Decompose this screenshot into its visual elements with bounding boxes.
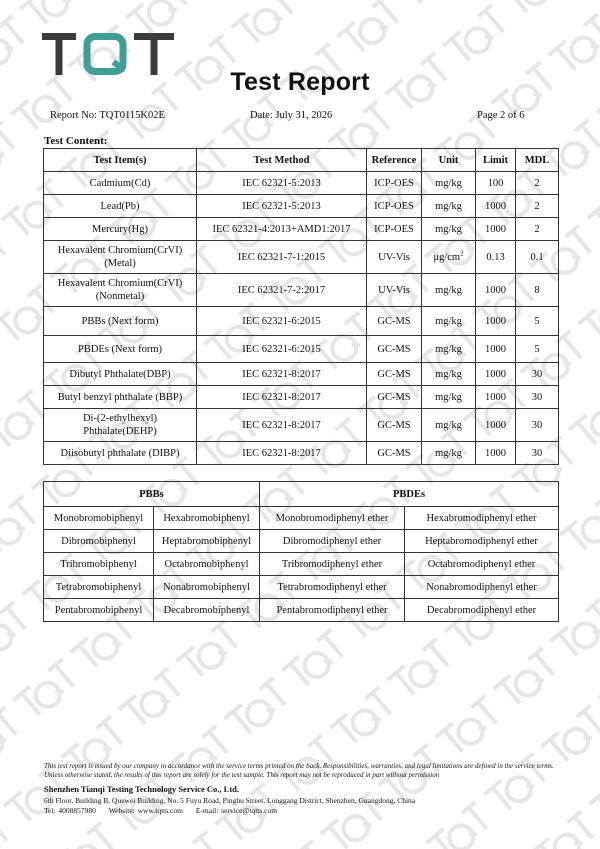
- header-test-method: Test Method: [197, 149, 367, 172]
- cell-reference: GC-MS: [367, 336, 422, 363]
- cell-test-item: PBDEs (Next form): [44, 336, 197, 363]
- cell-unit: mg/kg: [422, 386, 476, 409]
- cell-test-item: Diisobutyl phthalate (DIBP): [44, 442, 197, 465]
- pbde-name-cell: Hexabromodiphenyl ether: [405, 507, 559, 530]
- header-reference: Reference: [367, 149, 422, 172]
- cell-mdl: 5: [516, 307, 559, 336]
- cell-mdl: 5: [516, 336, 559, 363]
- cell-limit: 1000: [476, 274, 516, 307]
- table-row: [44, 576, 559, 599]
- pbde-name-cell: Tetrabromodiphenyl ether: [260, 576, 405, 599]
- cell-unit: mg/kg: [422, 307, 476, 336]
- cell-mdl: 0.1: [516, 241, 559, 274]
- cell-limit: 0.13: [476, 241, 516, 274]
- telephone: Tel: 4008857980: [44, 806, 96, 815]
- report-date: Date: July 31, 2026: [250, 110, 333, 121]
- cell-mdl: 2: [516, 195, 559, 218]
- cell-test-method: IEC 62321-5:2013: [197, 172, 367, 195]
- header-unit: Unit: [422, 149, 476, 172]
- table-row: [44, 599, 559, 622]
- test-content-label: Test Content:: [44, 135, 108, 147]
- pbde-name-cell: Nonabromodiphenyl ether: [405, 576, 559, 599]
- cell-reference: UV-Vis: [367, 241, 422, 274]
- table-row: [44, 386, 559, 409]
- cell-unit: mg/kg: [422, 274, 476, 307]
- table-row: [44, 442, 559, 465]
- table-row: [44, 336, 559, 363]
- table-header-row: [44, 482, 559, 507]
- table-row: [44, 274, 559, 307]
- pbde-name-cell: Heptabromodiphenyl ether: [405, 530, 559, 553]
- header-pbdes: PBDEs: [260, 482, 559, 507]
- cell-limit: 100: [476, 172, 516, 195]
- contact-line: [44, 806, 287, 815]
- report-number: Report No: TQT0115K02E: [50, 110, 165, 121]
- pbde-name-cell: Pentabromodiphenyl ether: [260, 599, 405, 622]
- cell-test-item: Di-(2-ethylhexyl) Phthalate(DEHP): [44, 409, 197, 442]
- table-row: [44, 409, 559, 442]
- pbb-name-cell: Hexabromobiphenyl: [154, 507, 260, 530]
- cell-unit: mg/kg: [422, 363, 476, 386]
- cell-reference: GC-MS: [367, 363, 422, 386]
- company-name: Shenzhen Tianqi Testing Technology Service Co., Ltd.: [44, 784, 239, 794]
- pbb-name-cell: Tribromobiphenyl: [44, 553, 154, 576]
- cell-test-method: IEC 62321-7-1:2015: [197, 241, 367, 274]
- cell-limit: 1000: [476, 195, 516, 218]
- cell-test-method: IEC 62321-8:2017: [197, 386, 367, 409]
- pbde-name-cell: Octabromodiphenyl ether: [405, 553, 559, 576]
- page-number: Page 2 of 6: [477, 110, 525, 121]
- cell-mdl: 30: [516, 363, 559, 386]
- pbb-name-cell: Decabromobiphenyl: [154, 599, 260, 622]
- pbb-name-cell: Nonabromobiphenyl: [154, 576, 260, 599]
- cell-reference: ICP-OES: [367, 195, 422, 218]
- cell-test-item: Hexavalent Chromium(CrVI) (Nonmetal): [44, 274, 197, 307]
- cell-test-method: IEC 62321-8:2017: [197, 363, 367, 386]
- pbb-name-cell: Tetrabromobiphenyl: [44, 576, 154, 599]
- cell-test-item: Mercury(Hg): [44, 218, 197, 241]
- pbb-name-cell: Dibromobiphenyl: [44, 530, 154, 553]
- cell-test-item: Dibutyl Phthalate(DBP): [44, 363, 197, 386]
- cell-test-method: IEC 62321-6:2015: [197, 336, 367, 363]
- pbb-name-cell: Monobromobiphenyl: [44, 507, 154, 530]
- pbb-name-cell: Octabromobiphenyl: [154, 553, 260, 576]
- cell-test-method: IEC 62321-8:2017: [197, 442, 367, 465]
- cell-test-item: PBBs (Next form): [44, 307, 197, 336]
- cell-test-method: IEC 62321-5:2013: [197, 195, 367, 218]
- pbde-name-cell: Decabromodiphenyl ether: [405, 599, 559, 622]
- pbb-pbde-names-table: [43, 481, 559, 622]
- pbde-name-cell: Dibromodiphenyl ether: [260, 530, 405, 553]
- table-row: [44, 218, 559, 241]
- cell-mdl: 30: [516, 442, 559, 465]
- pbb-name-cell: Heptabromobiphenyl: [154, 530, 260, 553]
- cell-reference: GC-MS: [367, 307, 422, 336]
- cell-limit: 1000: [476, 307, 516, 336]
- cell-reference: ICP-OES: [367, 172, 422, 195]
- cell-unit: mg/kg: [422, 336, 476, 363]
- cell-test-item: Hexavalent Chromium(CrVI) (Metal): [44, 241, 197, 274]
- cell-limit: 1000: [476, 363, 516, 386]
- cell-reference: GC-MS: [367, 409, 422, 442]
- cell-limit: 1000: [476, 442, 516, 465]
- cell-test-item: Cadmium(Cd): [44, 172, 197, 195]
- cell-unit: $\mu g/cm^2$: [422, 241, 476, 274]
- cell-limit: 1000: [476, 386, 516, 409]
- cell-unit: mg/kg: [422, 442, 476, 465]
- cell-limit: 1000: [476, 409, 516, 442]
- header-mdl: MDL: [516, 149, 559, 172]
- cell-mdl: 2: [516, 218, 559, 241]
- table-row: [44, 172, 559, 195]
- table-row: [44, 553, 559, 576]
- cell-unit: mg/kg: [422, 195, 476, 218]
- table-row: [44, 530, 559, 553]
- table-header-row: [44, 149, 559, 172]
- pbde-name-cell: Tribromodiphenyl ether: [260, 553, 405, 576]
- cell-unit: mg/kg: [422, 218, 476, 241]
- cell-test-item: Butyl benzyl phthalate (BBP): [44, 386, 197, 409]
- cell-unit: mg/kg: [422, 172, 476, 195]
- pbde-name-cell: Monobromodiphenyl ether: [260, 507, 405, 530]
- company-address: 6th Floor, Building B, Quewei Building, No. 5 Fuyu Road, Pinghu Street, Longgang District, Shenzhen, Guangdong, China: [44, 796, 416, 805]
- table-row: [44, 507, 559, 530]
- table-row: [44, 195, 559, 218]
- cell-reference: UV-Vis: [367, 274, 422, 307]
- cell-unit: mg/kg: [422, 409, 476, 442]
- header-pbbs: PBBs: [44, 482, 260, 507]
- cell-test-method: IEC 62321-6:2015: [197, 307, 367, 336]
- cell-reference: GC-MS: [367, 386, 422, 409]
- cell-mdl: 2: [516, 172, 559, 195]
- disclaimer-note: This test report is issued by our company in accordance with the service terms printed on the back. Responsibilities, warranties, and legal limitations are defined in the service terms. Unless otherwise stated, the results of this report are solely for the test sample. This report may not be reproduced in part without permission: [44, 762, 554, 779]
- cell-mdl: 30: [516, 386, 559, 409]
- table-row: [44, 241, 559, 274]
- cell-reference: GC-MS: [367, 442, 422, 465]
- cell-reference: ICP-OES: [367, 218, 422, 241]
- website: Website: www.tqtts.com: [108, 806, 183, 815]
- cell-limit: 1000: [476, 336, 516, 363]
- cell-test-item: Lead(Pb): [44, 195, 197, 218]
- pbb-name-cell: Pentabromobiphenyl: [44, 599, 154, 622]
- cell-mdl: 30: [516, 409, 559, 442]
- cell-test-method: IEC 62321-4:2013+AMD1:2017: [197, 218, 367, 241]
- email: E-mail: service@tqtts.com: [195, 806, 278, 815]
- table-row: [44, 363, 559, 386]
- cell-mdl: 8: [516, 274, 559, 307]
- cell-limit: 1000: [476, 218, 516, 241]
- cell-test-method: IEC 62321-8:2017: [197, 409, 367, 442]
- report-title: Test Report: [230, 68, 370, 96]
- table-row: [44, 307, 559, 336]
- header-limit: Limit: [476, 149, 516, 172]
- unit-superscript: 2: [460, 249, 464, 257]
- cell-test-method: IEC 62321-7-2:2017: [197, 274, 367, 307]
- header-test-item: Test Item(s): [44, 149, 197, 172]
- test-content-table: [43, 148, 559, 465]
